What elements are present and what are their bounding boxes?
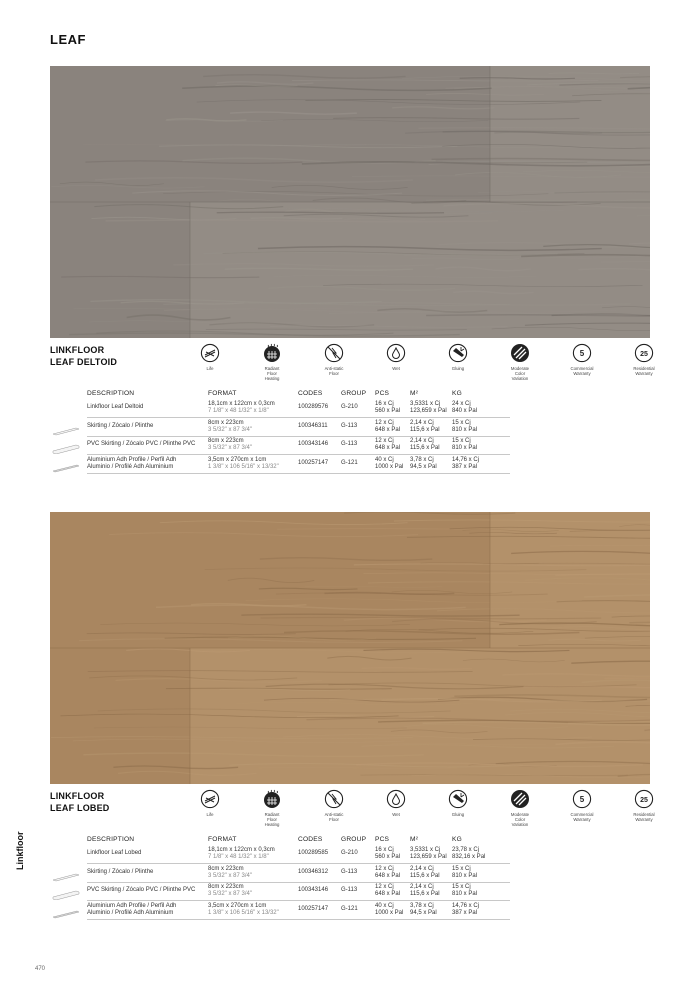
product-name	[50, 344, 117, 368]
description-cell-line: Skirting / Zócalo / Plinthe	[87, 422, 154, 429]
svg-text:25: 25	[640, 797, 648, 804]
kg-cell-line: 832,16 x Pal	[452, 854, 486, 860]
m2-cell-line: 2,14 x Cj	[410, 884, 434, 890]
feature-label-line: Anti-static	[324, 812, 344, 817]
code-cell: 100257147	[298, 905, 329, 912]
feature-label-line: Floor	[329, 371, 339, 376]
radiant-floor-heating-icon	[242, 343, 302, 363]
column-header-group: GROUP	[341, 390, 367, 397]
table-row	[50, 845, 510, 864]
pcs-cell	[375, 420, 400, 434]
description-cell-line: PVC Skirting / Zócalo PVC / Plinthe PVC	[87, 887, 196, 893]
pcs-cell-line: 16 x Cj	[375, 847, 394, 853]
feature-residential-warranty	[614, 789, 674, 822]
pcs-cell-line: 12 x Cj	[375, 438, 394, 444]
pcs-cell-line: 1000 x Pal	[375, 463, 404, 470]
moderate-color-variation-icon	[490, 789, 550, 809]
feature-label-line: Color	[514, 817, 526, 822]
feature-label-line: Gluing	[451, 366, 465, 371]
description-cell	[87, 404, 143, 411]
pcs-cell-line: 560 x Pal	[375, 854, 401, 860]
description-cell	[87, 423, 153, 430]
format-cell-line: 3,5cm x 270cm x 1cm	[208, 902, 267, 909]
feature-label	[490, 812, 550, 827]
column-header-codes: CODES	[298, 390, 323, 397]
feature-label	[366, 812, 426, 817]
column-header-m2: M²	[410, 836, 419, 843]
description-cell	[87, 850, 141, 857]
kg-cell	[452, 903, 479, 917]
format-cell	[208, 847, 275, 861]
feature-icons	[180, 789, 670, 829]
description-cell	[87, 441, 195, 448]
column-header-codes: CODES	[298, 836, 323, 843]
feature-commercial-warranty	[552, 789, 612, 822]
feature-label	[552, 812, 612, 822]
kg-cell	[452, 866, 477, 880]
group-cell: G-113	[341, 887, 358, 893]
column-header-group: GROUP	[341, 836, 367, 843]
m2-cell	[410, 866, 440, 880]
column-header-description: DESCRIPTION	[87, 836, 135, 843]
column-header-pcs: PCS	[375, 390, 390, 397]
feature-label-line: Moderate	[510, 366, 530, 371]
kg-cell	[452, 420, 477, 434]
feature-label-line: Radiant	[264, 812, 280, 817]
description-cell	[87, 887, 195, 894]
feature-label	[614, 366, 674, 376]
description-cell-line: Skirting / Zócalo / Plinthe	[87, 868, 154, 875]
format-cell-line: 8cm x 223cm	[208, 438, 244, 444]
feature-gluing	[428, 789, 488, 817]
residential-warranty-icon	[614, 343, 674, 363]
feature-label-line: Heating	[264, 822, 280, 827]
pcs-cell	[375, 457, 403, 471]
residential-warranty-icon	[614, 789, 674, 809]
description-cell	[87, 457, 176, 471]
pcs-cell	[375, 903, 403, 917]
m2-cell-line: 2,14 x Cj	[410, 438, 434, 444]
feature-moderate-color-variation	[490, 789, 550, 827]
m2-cell	[410, 420, 440, 434]
kg-cell	[452, 884, 477, 898]
format-cell-line: 3 5/32" x 87 3/4"	[208, 445, 252, 451]
kg-cell-line: 24 x Cj	[452, 401, 471, 407]
kg-cell-line: 15 x Cj	[452, 419, 471, 426]
column-header-description: DESCRIPTION	[87, 390, 135, 397]
feature-label-line: Variation	[511, 822, 529, 827]
description-cell-line: PVC Skirting / Zócalo PVC / Plinthe PVC	[87, 441, 196, 447]
kg-cell-line: 15 x Cj	[452, 865, 471, 872]
wood-texture	[50, 66, 650, 338]
commercial-warranty-icon	[552, 343, 612, 363]
group-cell: G-121	[341, 905, 358, 912]
feature-label-line: Residential	[633, 812, 655, 817]
code-cell: 100257147	[298, 459, 329, 466]
product-name	[50, 790, 110, 814]
pcs-cell-line: 12 x Cj	[375, 865, 394, 872]
pcs-cell	[375, 884, 400, 898]
pcs-cell	[375, 847, 400, 861]
description-cell-line: Aluminium Adh Profile / Perfil Adh	[87, 902, 177, 909]
wood-swatch-image	[50, 512, 650, 784]
m2-cell	[410, 438, 440, 452]
feature-label-line: Wet	[392, 366, 400, 371]
feature-label-line: Floor	[329, 817, 339, 822]
pcs-cell-line: 40 x Cj	[375, 456, 394, 463]
product-name-line2: LEAF DELTOID	[50, 357, 118, 367]
row-divider	[87, 919, 510, 920]
commercial-warranty-icon	[552, 789, 612, 809]
format-cell-line: 1 3/8" x 106 5/16" x 13/32"	[208, 909, 279, 916]
column-header-kg: KG	[452, 390, 462, 397]
feature-label	[614, 812, 674, 822]
feature-icons	[180, 343, 670, 383]
wood-texture	[50, 512, 650, 784]
feature-label-line: Commercial	[570, 812, 594, 817]
product-name-line1: LINKFLOOR	[50, 345, 105, 355]
gluing-icon	[428, 343, 488, 363]
m2-cell-line: 94,5 x Pal	[410, 909, 437, 916]
pvc-skirting-thumbnail	[52, 887, 80, 897]
skirting-thumbnail	[52, 423, 80, 433]
feature-label	[180, 366, 240, 371]
column-header-format: FORMAT	[208, 836, 237, 843]
moderate-color-variation-icon	[490, 343, 550, 363]
m2-cell-line: 3,78 x Cj	[410, 902, 434, 909]
feature-label-line: Floor	[267, 817, 277, 822]
wet-icon	[366, 789, 426, 809]
feature-label-line: Wet	[392, 812, 400, 817]
group-cell: G-113	[341, 868, 358, 875]
m2-cell-line: 115,6 x Pal	[410, 426, 440, 433]
feature-label	[428, 812, 488, 817]
m2-cell-line: 2,14 x Cj	[410, 419, 434, 426]
format-cell-line: 7 1/8" x 48 1/32" x 1/8"	[208, 408, 269, 414]
kg-cell-line: 14,76 x Cj	[452, 902, 480, 909]
pcs-cell	[375, 401, 400, 415]
feature-label-line: Floor	[267, 371, 277, 376]
m2-cell-line: 94,5 x Pal	[410, 463, 437, 470]
pvc-skirting-thumbnail	[52, 441, 80, 451]
feature-label-line: Warranty	[573, 817, 591, 822]
feature-label	[304, 366, 364, 376]
feature-label	[242, 812, 302, 827]
feature-label-line: Radiant	[264, 366, 280, 371]
pcs-cell-line: 40 x Cj	[375, 902, 394, 909]
kg-cell-line: 387 x Pal	[452, 463, 478, 470]
group-cell: G-113	[341, 441, 358, 447]
format-cell	[208, 457, 279, 471]
pcs-cell-line: 648 x Pal	[375, 426, 401, 433]
anti-static-floor-icon	[304, 789, 364, 809]
description-cell-line: Aluminium Adh Profile / Perfil Adh	[87, 456, 177, 463]
table-row	[50, 455, 510, 474]
code-cell: 100343146	[298, 887, 329, 893]
wet-icon	[366, 343, 426, 363]
feature-anti-static-floor	[304, 343, 364, 376]
feature-label-line: Warranty	[635, 371, 653, 376]
m2-cell-line: 115,6 x Pal	[410, 445, 440, 451]
pcs-cell-line: 12 x Cj	[375, 884, 394, 890]
code-cell: 100289576	[298, 404, 329, 410]
description-cell-line: Linkfloor Leaf Lobed	[87, 850, 142, 856]
format-cell-line: 18,1cm x 122cm x 0,3cm	[208, 847, 275, 853]
kg-cell-line: 810 x Pal	[452, 426, 478, 433]
svg-text:25: 25	[640, 351, 648, 358]
kg-cell	[452, 847, 485, 861]
feature-moderate-color-variation	[490, 343, 550, 381]
format-cell-line: 3 5/32" x 87 3/4"	[208, 872, 252, 879]
code-cell: 100346311	[298, 422, 328, 429]
m2-cell-line: 123,659 x Pal	[410, 408, 447, 414]
column-header-format: FORMAT	[208, 390, 237, 397]
m2-cell-line: 115,6 x Pal	[410, 872, 440, 879]
m2-cell	[410, 457, 437, 471]
feature-label-line: Residential	[633, 366, 655, 371]
code-cell: 100343146	[298, 441, 329, 447]
description-cell	[87, 869, 153, 876]
format-cell-line: 18,1cm x 122cm x 0,3cm	[208, 401, 275, 407]
description-cell-line: Aluminio / Profilé Adh Aluminium	[87, 909, 174, 916]
feature-commercial-warranty	[552, 343, 612, 376]
group-cell: G-121	[341, 459, 358, 466]
m2-cell	[410, 847, 447, 861]
gluing-icon	[428, 789, 488, 809]
group-cell: G-113	[341, 422, 358, 429]
feature-label	[552, 366, 612, 376]
group-cell: G-210	[341, 850, 358, 856]
format-cell-line: 8cm x 223cm	[208, 419, 244, 426]
pcs-cell	[375, 866, 400, 880]
svg-text:5: 5	[579, 795, 585, 804]
kg-cell-line: 810 x Pal	[452, 872, 478, 879]
feature-label-line: Warranty	[573, 371, 591, 376]
feature-label	[304, 812, 364, 822]
table-row	[50, 864, 510, 883]
pcs-cell	[375, 438, 400, 452]
column-header-pcs: PCS	[375, 836, 390, 843]
format-cell-line: 7 1/8" x 48 1/32" x 1/8"	[208, 854, 269, 860]
feature-label-line: Variation	[511, 376, 529, 381]
column-header-m2: M²	[410, 390, 419, 397]
group-cell: G-210	[341, 404, 358, 410]
m2-cell	[410, 401, 447, 415]
feature-wet	[366, 789, 426, 817]
wood-swatch-image	[50, 66, 650, 338]
aluminium-profile-thumbnail	[52, 460, 80, 470]
description-cell	[87, 903, 176, 917]
svg-text:5: 5	[579, 349, 585, 358]
kg-cell-line: 14,76 x Cj	[452, 456, 480, 463]
m2-cell	[410, 903, 437, 917]
feature-label-line: Life	[206, 366, 214, 371]
kg-cell-line: 15 x Cj	[452, 438, 471, 444]
description-cell-line: Aluminio / Profilé Adh Aluminium	[87, 463, 174, 470]
feature-label-line: Moderate	[510, 812, 530, 817]
product-name-line2: LEAF LOBED	[50, 803, 110, 813]
code-cell: 100289585	[298, 850, 329, 856]
feature-label	[180, 812, 240, 817]
table-row	[50, 882, 510, 901]
pcs-cell-line: 648 x Pal	[375, 891, 401, 897]
format-cell	[208, 866, 252, 880]
row-divider	[87, 473, 510, 474]
pcs-cell-line: 648 x Pal	[375, 445, 401, 451]
format-cell	[208, 420, 252, 434]
aluminium-profile-thumbnail	[52, 906, 80, 916]
feature-label-line: Color	[514, 371, 526, 376]
kg-cell-line: 810 x Pal	[452, 891, 478, 897]
m2-cell-line: 3,5331 x Cj	[410, 847, 441, 853]
brand-sidebar-label: Linkfloor	[15, 831, 25, 870]
table-row	[50, 901, 510, 920]
table-row	[50, 399, 510, 418]
feature-label-line: Commercial	[570, 366, 594, 371]
format-cell	[208, 884, 252, 898]
kg-cell	[452, 457, 479, 471]
skirting-thumbnail	[52, 869, 80, 879]
pcs-cell-line: 16 x Cj	[375, 401, 394, 407]
kg-cell-line: 810 x Pal	[452, 445, 478, 451]
m2-cell-line: 123,659 x Pal	[410, 854, 447, 860]
kg-cell-line: 15 x Cj	[452, 884, 471, 890]
m2-cell-line: 115,6 x Pal	[410, 891, 440, 897]
kg-cell	[452, 401, 477, 415]
feature-label-line: Anti-static	[324, 366, 344, 371]
kg-cell-line: 23,78 x Cj	[452, 847, 480, 853]
format-cell	[208, 438, 252, 452]
table-row	[50, 436, 510, 455]
feature-label-line: Heating	[264, 376, 280, 381]
m2-cell	[410, 884, 440, 898]
code-cell: 100346312	[298, 868, 329, 875]
anti-static-floor-icon	[304, 343, 364, 363]
format-cell	[208, 903, 279, 917]
feature-label	[490, 366, 550, 381]
life-icon	[180, 789, 240, 809]
feature-label	[366, 366, 426, 371]
kg-cell-line: 387 x Pal	[452, 909, 478, 916]
feature-gluing	[428, 343, 488, 371]
pcs-cell-line: 12 x Cj	[375, 419, 394, 426]
kg-cell-line: 840 x Pal	[452, 408, 478, 414]
pcs-cell-line: 560 x Pal	[375, 408, 401, 414]
product-name-line1: LINKFLOOR	[50, 791, 105, 801]
format-cell	[208, 401, 275, 415]
feature-label	[428, 366, 488, 371]
feature-wet	[366, 343, 426, 371]
life-icon	[180, 343, 240, 363]
m2-cell-line: 2,14 x Cj	[410, 865, 434, 872]
table-row	[50, 418, 510, 437]
format-cell-line: 1 3/8" x 106 5/16" x 13/32"	[208, 463, 279, 470]
format-cell-line: 3,5cm x 270cm x 1cm	[208, 456, 267, 463]
description-cell-line: Linkfloor Leaf Deltoid	[87, 404, 144, 410]
pcs-cell-line: 648 x Pal	[375, 872, 401, 879]
format-cell-line: 3 5/32" x 87 3/4"	[208, 426, 252, 433]
feature-radiant-floor-heating	[242, 789, 302, 827]
page-number: 470	[35, 966, 46, 972]
column-header-kg: KG	[452, 836, 462, 843]
feature-life	[180, 789, 240, 817]
feature-label-line: Life	[206, 812, 214, 817]
feature-label-line: Gluing	[451, 812, 465, 817]
format-cell-line: 8cm x 223cm	[208, 865, 244, 872]
format-cell-line: 8cm x 223cm	[208, 884, 244, 890]
page-title: LEAF	[50, 32, 86, 47]
m2-cell-line: 3,5331 x Cj	[410, 401, 441, 407]
pcs-cell-line: 1000 x Pal	[375, 909, 404, 916]
feature-residential-warranty	[614, 343, 674, 376]
feature-label	[242, 366, 302, 381]
feature-anti-static-floor	[304, 789, 364, 822]
m2-cell-line: 3,78 x Cj	[410, 456, 434, 463]
format-cell-line: 3 5/32" x 87 3/4"	[208, 891, 252, 897]
radiant-floor-heating-icon	[242, 789, 302, 809]
feature-life	[180, 343, 240, 371]
feature-label-line: Warranty	[635, 817, 653, 822]
feature-radiant-floor-heating	[242, 343, 302, 381]
kg-cell	[452, 438, 477, 452]
